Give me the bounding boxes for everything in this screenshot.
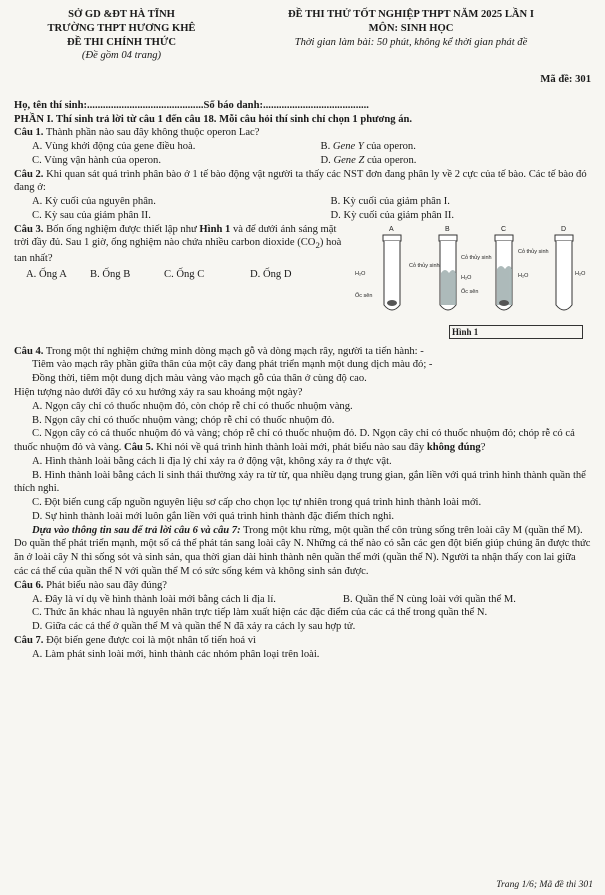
- student-info-line: Họ, tên thí sinh:............................................Số báo danh:........................................: [14, 99, 369, 111]
- department: SỞ GD &ĐT HÀ TĨNH: [68, 9, 175, 20]
- option-b: B. Hình thành loài bằng cách li sinh thái thường xảy ra từ từ, qua nhiều dạng trung gian, gắn liền với quá trình hình thành quần thể thích nghi.: [14, 469, 586, 495]
- page-footer: Trang 1/6; Mã đề thi 301: [496, 878, 593, 890]
- q4-step2: Đồng thời, tiêm một dung dịch màu vàng vào mạch gỗ của thân ở cùng độ cao.: [32, 373, 367, 385]
- q4-option-c-d-q5: C. Ngọn cây có cả thuốc nhuộm đỏ và vàng; chóp rễ chỉ có thuốc nhuộm đỏ. D. Ngọn cây chỉ có thuốc nhuộm đỏ; chóp rễ có cả thuốc nhuộm đỏ và vàng. Câu 5. Khi nói về quá trình hình thành loài mới, phát biểu nào sau đây không đúng?: [14, 428, 575, 454]
- option-d: D. Gene Z của operon.: [320, 154, 417, 166]
- tube-cap: [439, 235, 457, 241]
- q3-text: Câu 3. Bốn ống nghiệm được thiết lập như Hình 1 và để dưới ánh sáng mặt trời đầy đủ. Sau 1 giờ, ống nghiệm nào chứa nhiều carbon dioxide $(CO_2)$ hoà tan nhất? A. Ống A B. Ống B C. Ống C D. Ống D: [14, 223, 342, 280]
- q4-question: Hiện tượng nào dưới đây có xu hướng xảy ra sau khoảng một ngày?: [14, 387, 303, 399]
- option-b: B. Kỳ cuối của giảm phân I.: [330, 196, 450, 208]
- time-info: Thời gian làm bài: 50 phút, không kể thời gian phát đề: [294, 36, 528, 48]
- question-2: Câu 2. Khi quan sát quá trình phân bào ở 1 tế bào động vật người ta thấy các NST đơn đang phân ly về 2 cực của tế bào. Các tế bào đó đang ở:: [14, 168, 587, 194]
- header-left: [14, 8, 229, 63]
- header: [14, 8, 591, 63]
- option-a: A. Ống A: [26, 268, 67, 280]
- option-a: A. Làm phát sinh loài mới, hình thành các nhóm phân loại trên loài.: [32, 648, 320, 660]
- aquatic-plant: [497, 266, 512, 305]
- figure-caption: Hình 1: [449, 325, 583, 339]
- school-name: TRƯỜNG THPT HƯƠNG KHÊ: [47, 22, 196, 34]
- question-7: Câu 7. Đột biến gene được coi là một nhân tố tiến hoá vì: [14, 634, 257, 646]
- water-label: H₂O: [518, 272, 529, 279]
- option-a: A. Đây là ví dụ về hình thành loài mới bằng cách li địa lí.: [32, 593, 276, 605]
- tube-label: A: [389, 225, 394, 233]
- question-3: [14, 223, 591, 339]
- tube-label: C: [501, 225, 507, 233]
- option-b: B. Ngọn cây chỉ có thuốc nhuộm vàng; chóp rễ chỉ có thuốc nhuộm đỏ.: [32, 414, 335, 426]
- tube-cap: [383, 235, 401, 241]
- q-label: Câu 1.: [14, 127, 44, 139]
- exam-code: Mã đề: 301: [540, 74, 591, 86]
- q-text: Thành phần nào sau đây không thuộc operon Lac?: [43, 127, 260, 139]
- plant-label: Cỏ thủy sinh: [461, 254, 492, 261]
- snail-label: Ốc sên: [355, 292, 373, 299]
- snail: [387, 300, 397, 306]
- option-b: B. Gene Y của operon.: [320, 141, 416, 153]
- option-b: B. Ống B: [90, 268, 131, 280]
- exam-title: ĐỀ THI THỬ TỐT NGHIỆP THPT NĂM 2025 LẦN I: [288, 9, 534, 20]
- tube-label: D: [561, 225, 567, 233]
- option-b: B. Quần thể N cùng loài với quần thể M.: [342, 593, 516, 605]
- official-label: ĐỀ THI CHÍNH THỨC: [67, 36, 176, 48]
- option-a: A. Hình thành loài bằng cách li địa lý chỉ xảy ra ở động vật, không xảy ra ở thực vật.: [32, 455, 392, 467]
- info-q6-q7: Dựa vào thông tin sau để trả lời câu 6 và câu 7: Trong một khu rừng, một quần thể côn trùng sống trên loài cây M (quần thể M). Do quần thể phát triển mạnh, một số cá thể phát tán sang loài cây N. Những cá thể nào có sẵn các gen đột biến giúp chúng ăn được thức ăn ở loài cây N thì sống sót và sinh sản, qua thời gian dài hình thành nên quần thể mới (quần thể N). Người ta nhận thấy con lai giữa các cá thể của quần thể N với quần thể M có sức sống kém và không sinh sản được.: [14, 524, 591, 577]
- option-d: D. Ống D: [250, 268, 292, 280]
- test-tubes-diagram: [353, 223, 591, 323]
- option-c: C. Thức ăn khác nhau là nguyên nhân trực tiếp làm xuất hiện các đặc điểm của các cá thể trong quần thể N.: [32, 607, 488, 619]
- subject: MÔN: SINH HỌC: [368, 22, 454, 34]
- page-count: (Đề gồm 04 trang): [81, 50, 162, 62]
- tube-a: [384, 241, 400, 310]
- tube-cap: [555, 235, 573, 241]
- option-c: C. Ống C: [164, 268, 205, 280]
- water-label: H₂O: [355, 270, 366, 277]
- question-4: Câu 4. Trong một thí nghiệm chứng minh dòng mạch gỗ và dòng mạch rây, người ta tiến hành: -: [14, 345, 424, 357]
- option-d: D. Kỳ cuối của giảm phân II.: [330, 209, 455, 221]
- q6-options-ab: [14, 593, 591, 607]
- tube-cap: [495, 235, 513, 241]
- water-label: H₂O: [575, 270, 586, 277]
- question-1: [14, 126, 591, 140]
- option-a: A. Ngọn cây chỉ có thuốc nhuộm đỏ, còn chóp rễ chỉ có thuốc nhuộm vàng.: [32, 400, 353, 412]
- aquatic-plant: [441, 270, 456, 305]
- header-right: [231, 8, 591, 63]
- option-a: A. Vùng khởi động của gene điều hoà.: [32, 141, 196, 153]
- q4-step1: Tiêm vào mạch rây phần giữa thân của một cây đang phát triển mạnh một dung dịch màu đỏ; -: [32, 359, 433, 371]
- snail: [499, 300, 509, 306]
- plant-label: Cỏ thủy sinh: [409, 262, 440, 269]
- option-a: A. Kỳ cuối của nguyên phân.: [32, 196, 156, 208]
- plant-label: Cỏ thủy sinh: [518, 248, 549, 255]
- question-6: Câu 6. Phát biểu nào sau đây đúng?: [14, 579, 168, 591]
- snail-label: Ốc sên: [461, 288, 479, 295]
- option-d: D. Sự hình thành loài mới luôn gắn liền với quá trình hình thành đặc điểm thích nghi.: [32, 510, 395, 522]
- tube-d: [556, 241, 572, 310]
- option-c: C. Đột biến cung cấp nguồn nguyên liệu sơ cấp cho chọn lọc tự nhiên trong quá trình hình thành loài mới.: [32, 497, 482, 509]
- q3-options: [14, 268, 343, 282]
- q2-options: [14, 195, 591, 223]
- part1-heading: PHẦN I. Thí sinh trả lời từ câu 1 đến câu 18. Mỗi câu hỏi thí sinh chỉ chọn 1 phương án.: [14, 113, 413, 125]
- water-label: H₂O: [461, 274, 472, 281]
- figure-1: [353, 223, 591, 339]
- option-c: C. Vùng vận hành của operon.: [32, 154, 161, 166]
- option-c: C. Kỳ sau của giảm phân II.: [32, 209, 151, 221]
- option-d: D. Giữa các cá thể ở quần thể M và quần thể N đã xảy ra cách ly sau hợp tử.: [32, 621, 356, 633]
- tube-label: B: [445, 225, 450, 233]
- q1-options: [14, 140, 591, 168]
